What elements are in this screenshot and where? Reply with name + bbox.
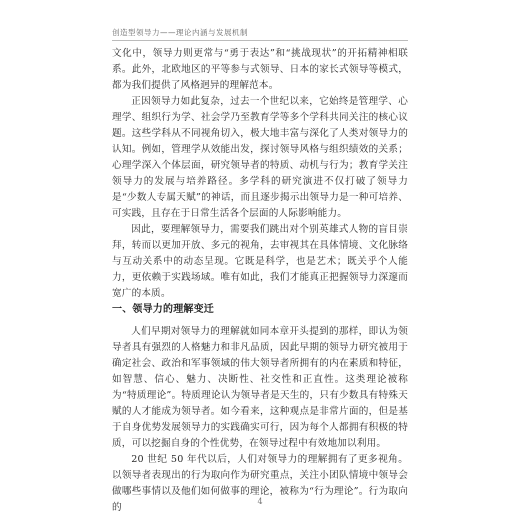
page-body <box>112 46 408 516</box>
paragraph: 因此，要理解领导力，需要我们跳出对个别英雄式人物的盲目崇拜，转而以更加开放、多元的视角，去审视其在具体情境、文化脉络与互动关系中的动态呈现。它既是科学，也是艺术；既关乎个人能力，更依赖于实践场域。唯有如此，我们才能真正把握领导力深邃而宽广的本质。 <box>112 224 408 299</box>
header-rule <box>112 40 408 41</box>
paragraph: 人们早期对领导力的理解就如同本章开头提到的那样，即认为领导者具有强烈的人格魅力和非凡品质，因此早期的领导力研究被用于确定社会、政治和军事领域的伟大领导者所拥有的内在素质和特征，如智慧、信心、魅力、决断性、社交性和正直性。这类理论被称为“特质理论”。特质理论认为领导者是天生的，只有少数具有特殊天赋的人才能成为领导者。如今看来，这种观点是非常片面的，但是基于自身优势发展领导力的实践确实可行，因为每个人都拥有积极的特质，可以挖掘自身的个性优势，在领导过程中有效地加以利用。 <box>112 326 408 449</box>
paragraph-continued: 文化中，领导力则更常与“勇于表达”和“挑战现状”的开拓精神相联系。此外，北欧地区的平等参与式领导、日本的家长式领导等模式，都为我们提供了风格迥异的理解范本。 <box>112 48 408 91</box>
paragraph: 20 世纪 50 年代以后，人们对领导力的理解拥有了更多视角。以领导者表现出的行为取向作为研究重点，关注小团队情境中领导会做哪些事情以及他们如何做事的理论，被称为“行为理论”。行为取向的 <box>112 454 408 513</box>
running-header: 创造型领导力——理论内涵与发展机制 <box>112 28 248 37</box>
paragraph: 正因领导力如此复杂，过去一个世纪以来，它始终是管理学、心理学、组织行为学、社会学乃至教育学等多个学科共同关注的核心议题。这些学科从不同视角切入，极大地丰富与深化了人类对领导力的认知。例如，管理学从效能出发，探讨领导风格与组织绩效的关系；心理学深入个体层面，研究领导者的特质、动机与行为；教育学关注领导力的发展与培养路径。多学科的研究演进不仅打破了领导力是“少数人专属天赋”的神话，而且逐步揭示出领导力是一种可培养、可实践，且存在于日常生活各个层面的人际影响能力。 <box>112 96 408 219</box>
section-heading: 一、领导力的理解变迁 <box>112 304 214 315</box>
page-number: 4 <box>257 497 263 506</box>
